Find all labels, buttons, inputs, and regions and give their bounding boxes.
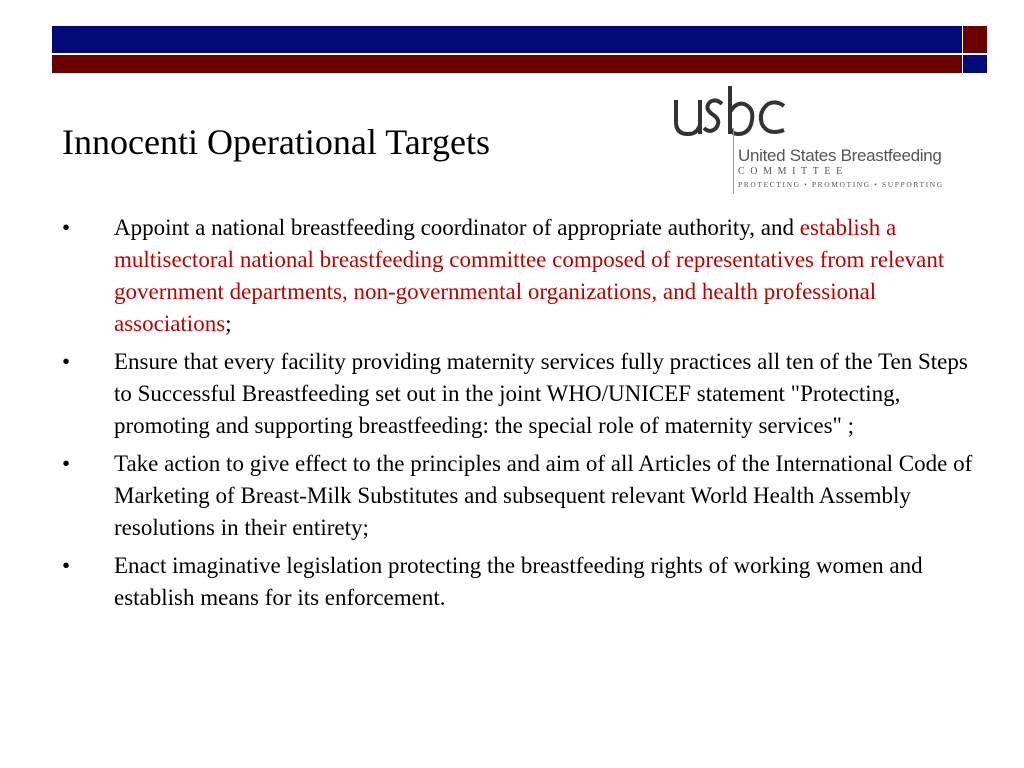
bullet-text: Ensure that every facility providing maternity services fully practices all ten of the Ten Steps to Successful Breastfeeding set out in the joint WHO/UNICEF statement "Protecting, promoting and supporting breastfeeding: the special role of maternity services" ; — [114, 349, 968, 438]
bullet-text: Take action to give effect to the principles and aim of all Articles of the International Code of Marketing of Breast-Milk Substitutes and subsequent relevant World Health Assembly resolutions in their entirety; — [114, 451, 973, 540]
header-square-red — [963, 26, 987, 53]
bullet-marker: • — [62, 349, 71, 374]
slide-title: Innocenti Operational Targets — [62, 122, 491, 162]
bullet-text: Appoint a national breastfeeding coordinator of appropriate authority, and — [114, 215, 800, 240]
bullet-marker: • — [62, 451, 71, 476]
bullet-item — [62, 550, 982, 614]
bullet-list — [62, 212, 982, 620]
header-bar-red — [52, 54, 962, 73]
bullet-item — [62, 212, 982, 340]
bullet-text: Enact imaginative legislation protecting the breastfeeding rights of working women and establish means for its enforcement. — [114, 553, 923, 610]
logo-wordmark — [738, 146, 972, 193]
bullet-text-end: ; — [225, 311, 232, 336]
header-square-blue — [963, 55, 987, 73]
header-bar-divider — [52, 53, 987, 55]
logo-tagline: PROTECTING • PROMOTING • SUPPORTING — [738, 180, 944, 189]
logo-committee: COMMITTEE — [738, 166, 848, 177]
bullet-item — [62, 448, 982, 544]
bullet-marker: • — [62, 215, 71, 240]
header-bar-blue — [52, 26, 962, 54]
usbc-logo — [672, 82, 972, 194]
bullet-item — [62, 346, 982, 442]
bullet-marker: • — [62, 553, 71, 578]
bullet-highlight-text: establish a multisectoral national breastfeeding committee composed of representatives from relevant government departments, non-governmental organizations, and health professional associations — [114, 215, 945, 336]
logo-name: United States Breastfeeding — [738, 146, 942, 165]
logo-divider — [733, 128, 734, 194]
usbc-logo-mark — [672, 82, 792, 152]
